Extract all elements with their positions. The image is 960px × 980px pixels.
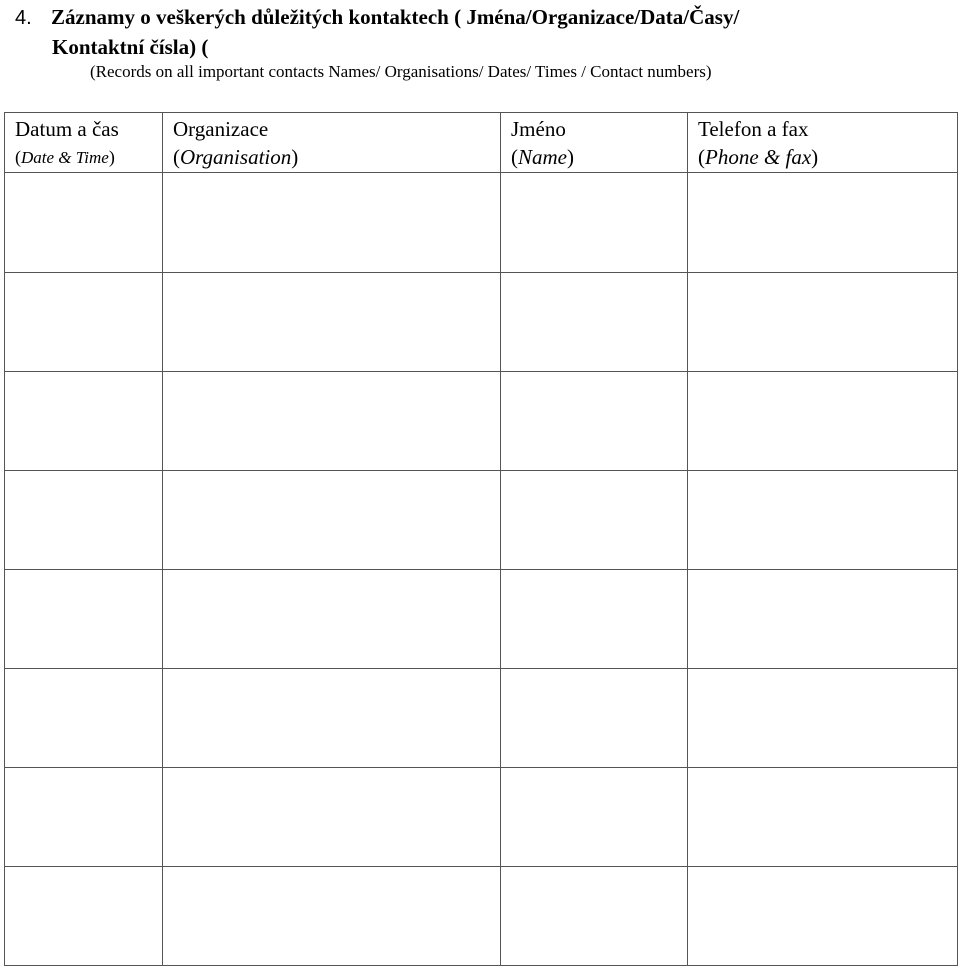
table-row: [5, 372, 958, 471]
column-header-sub-en: Phone & fax: [705, 145, 812, 169]
cell-phone-fax[interactable]: [688, 570, 958, 669]
cell-name[interactable]: [501, 372, 688, 471]
cell-organisation[interactable]: [163, 867, 501, 966]
cell-organisation[interactable]: [163, 273, 501, 372]
cell-date-time[interactable]: [5, 372, 163, 471]
column-header-label: Datum a čas: [15, 117, 119, 141]
cell-date-time[interactable]: [5, 669, 163, 768]
column-header-name: [501, 113, 688, 173]
cell-name[interactable]: [501, 768, 688, 867]
cell-date-time[interactable]: [5, 471, 163, 570]
heading-title-line-1: Záznamy o veškerých důležitých kontaktech ( Jména/Organizace/Data/Časy/: [51, 5, 740, 29]
cell-organisation[interactable]: [163, 768, 501, 867]
cell-date-time[interactable]: [5, 273, 163, 372]
column-header-sub-en: Name: [518, 145, 567, 169]
table-row: [5, 669, 958, 768]
column-header-sub: (Name): [511, 145, 574, 169]
column-header-sub-en: Date & Time: [21, 148, 109, 167]
column-header-sub: (Date & Time): [15, 147, 115, 167]
cell-name[interactable]: [501, 669, 688, 768]
column-header-label: Organizace: [173, 117, 269, 141]
cell-date-time[interactable]: [5, 867, 163, 966]
table-row: [5, 768, 958, 867]
cell-phone-fax[interactable]: [688, 173, 958, 273]
cell-phone-fax[interactable]: [688, 471, 958, 570]
cell-date-time[interactable]: [5, 768, 163, 867]
cell-phone-fax[interactable]: [688, 273, 958, 372]
cell-name[interactable]: [501, 570, 688, 669]
contacts-table: [4, 112, 958, 966]
cell-organisation[interactable]: [163, 669, 501, 768]
column-header-label: Jméno: [511, 117, 566, 141]
table-row: [5, 867, 958, 966]
table-header-row: [5, 113, 958, 173]
column-header-organisation: [163, 113, 501, 173]
column-header-label: Telefon a fax: [698, 117, 809, 141]
cell-phone-fax[interactable]: [688, 372, 958, 471]
heading-line-1: [15, 4, 739, 31]
column-header-sub: (Organisation): [173, 145, 299, 169]
cell-organisation[interactable]: [163, 173, 501, 273]
cell-name[interactable]: [501, 273, 688, 372]
cell-name[interactable]: [501, 173, 688, 273]
cell-organisation[interactable]: [163, 471, 501, 570]
cell-phone-fax[interactable]: [688, 768, 958, 867]
cell-name[interactable]: [501, 471, 688, 570]
table-row: [5, 471, 958, 570]
section-number: 4.: [15, 7, 32, 29]
column-header-sub-en: Organisation: [180, 145, 292, 169]
cell-phone-fax[interactable]: [688, 669, 958, 768]
table-row: [5, 273, 958, 372]
heading-title-line-2: Kontaktní čísla) (: [52, 35, 209, 59]
cell-date-time[interactable]: [5, 570, 163, 669]
cell-organisation[interactable]: [163, 570, 501, 669]
column-header-phone-fax: [688, 113, 958, 173]
heading-subtitle-english: (Records on all important contacts Names/ Organisations/ Dates/ Times / Contact numbers): [90, 62, 712, 81]
cell-organisation[interactable]: [163, 372, 501, 471]
cell-date-time[interactable]: [5, 173, 163, 273]
cell-name[interactable]: [501, 867, 688, 966]
table-row: [5, 570, 958, 669]
table-row: [5, 173, 958, 273]
column-header-date-time: [5, 113, 163, 173]
cell-phone-fax[interactable]: [688, 867, 958, 966]
column-header-sub: (Phone & fax): [698, 145, 819, 169]
